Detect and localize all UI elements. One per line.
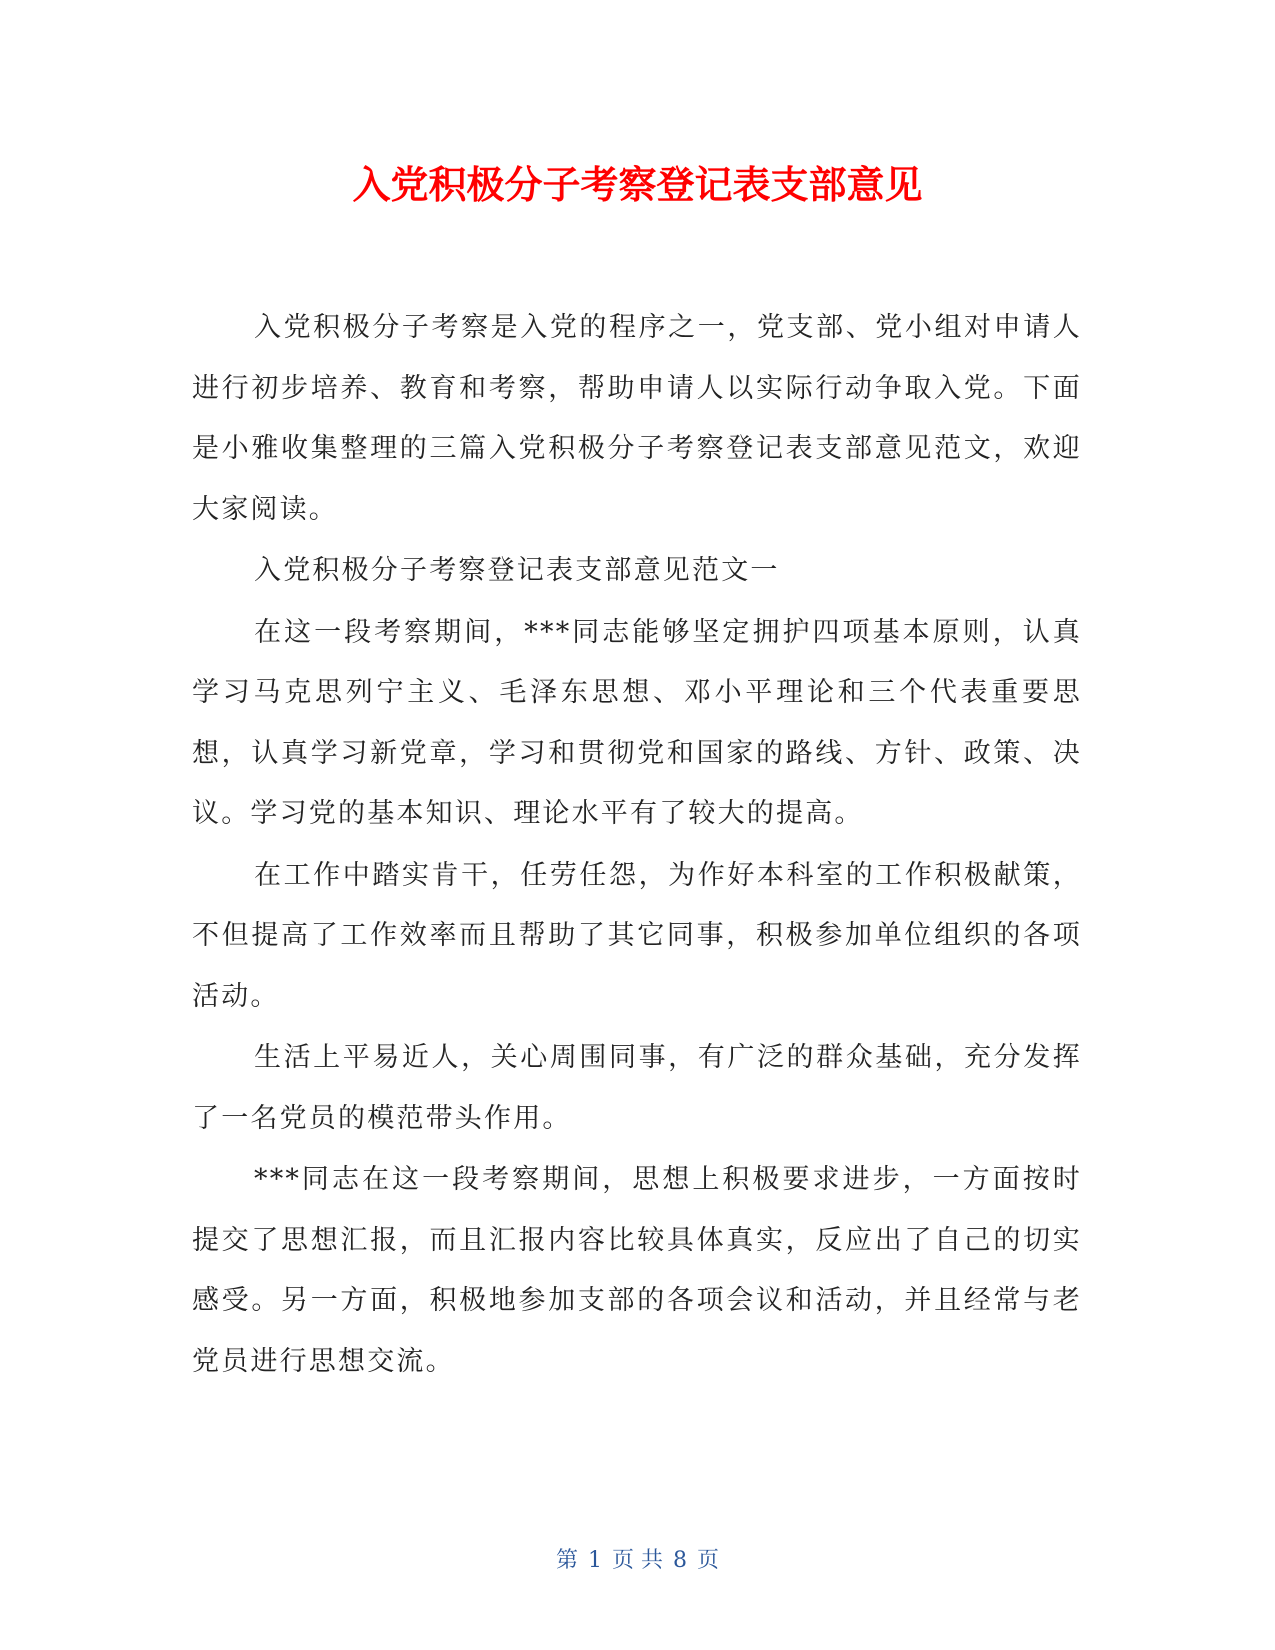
footer-suffix: 页 [697, 1548, 720, 1573]
document-title: 入党积极分子考察登记表支部意见 [352, 163, 923, 207]
body-paragraph: 在工作中踏实肯干，任劳任怨，为作好本科室的工作积极献策，不但提高了工作效率而且帮助了其它同事，积极参加单位组织的各项活动。 [192, 859, 1082, 1012]
footer-prefix: 第 [555, 1548, 578, 1573]
total-pages-number: 8 [673, 1548, 687, 1573]
document-body [192, 298, 1082, 1393]
footer-middle: 页 共 [612, 1548, 663, 1573]
body-paragraph: ***同志在这一段考察期间，思想上积极要求进步，一方面按时提交了思想汇报，而且汇报内容比较具体真实，反应出了自己的切实感受。另一方面，积极地参加支部的各项会议和活动，并且经常与老党员进行思想交流。 [192, 1164, 1082, 1377]
section-heading: 入党积极分子考察登记表支部意见范文一 [254, 555, 780, 586]
current-page-number: 1 [588, 1548, 602, 1573]
page-footer [0, 1546, 1275, 1576]
intro-paragraph: 入党积极分子考察是入党的程序之一，党支部、党小组对申请人进行初步培养、教育和考察，帮助申请人以实际行动争取入党。下面是小雅收集整理的三篇入党积极分子考察登记表支部意见范文，欢迎大家阅读。 [192, 312, 1082, 525]
body-paragraph: 生活上平易近人，关心周围同事，有广泛的群众基础，充分发挥了一名党员的模范带头作用。 [192, 1042, 1082, 1134]
body-paragraph: 在这一段考察期间，***同志能够坚定拥护四项基本原则，认真学习马克思列宁主义、毛泽东思想、邓小平理论和三个代表重要思想，认真学习新党章，学习和贯彻党和国家的路线、方针、政策、决议。学习党的基本知识、理论水平有了较大的提高。 [192, 616, 1082, 829]
